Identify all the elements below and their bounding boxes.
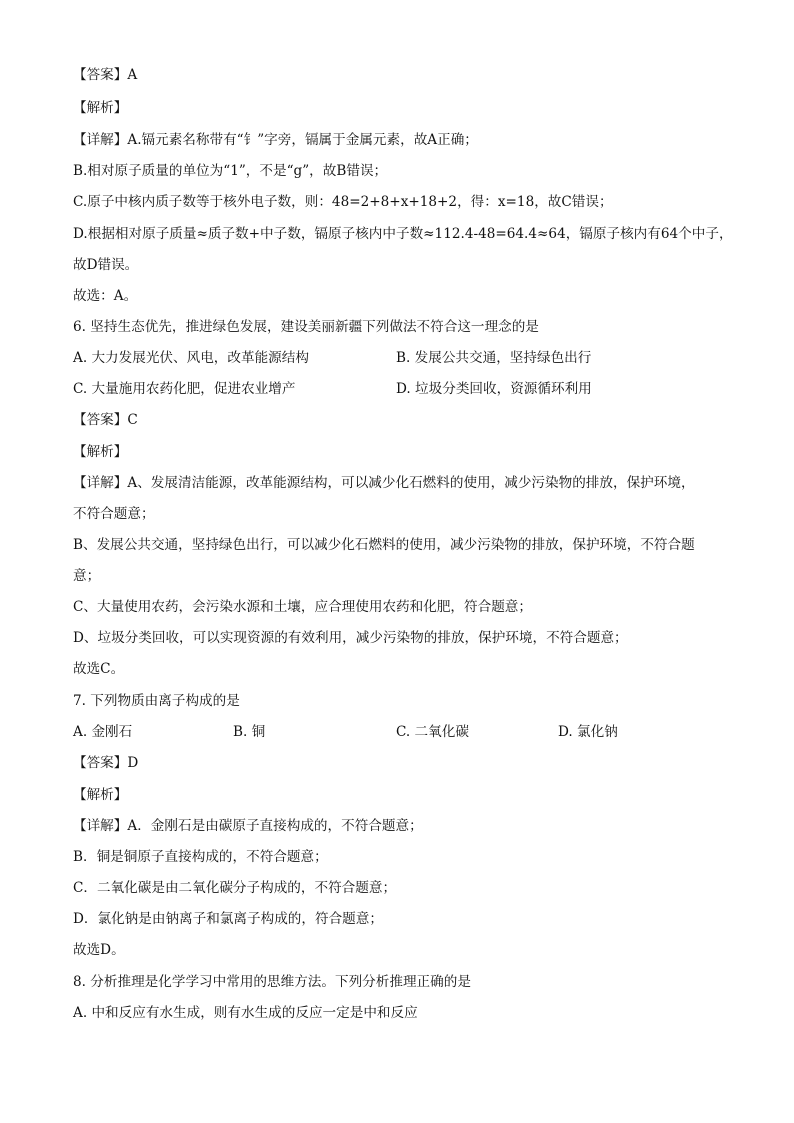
option-b: B. 发展公共交通，坚持绿色出行 bbox=[396, 350, 592, 366]
analysis-label: 【解析】 bbox=[73, 100, 128, 116]
question-6-stem: 6. 坚持生态优先，推进绿色发展，建设美丽新疆下列做法不符合这一理念的是 bbox=[73, 319, 539, 335]
explanation-line: 【详解】A、发展清洁能源，改革能源结构，可以减少化石燃料的使用，减少污染物的排放，保护环境， bbox=[73, 475, 695, 491]
explanation-line: B、发展公共交通，坚持绿色出行，可以减少化石燃料的使用，减少污染物的排放，保护环境，不符合题 bbox=[73, 537, 695, 553]
option-b: B. 铜 bbox=[233, 724, 266, 740]
option-c: C. 大量施用农药化肥，促进农业增产 bbox=[73, 381, 296, 397]
explanation-line: D．氯化钠是由钠离子和氯离子构成的，符合题意； bbox=[73, 911, 383, 927]
explanation-line: B．铜是铜原子直接构成的，不符合题意； bbox=[73, 849, 328, 865]
conclusion-line: 故选：A。 bbox=[73, 288, 138, 304]
explanation-line: 故D错误。 bbox=[73, 257, 139, 273]
explanation-line: C．二氧化碳是由二氧化碳分子构成的，不符合题意； bbox=[73, 880, 397, 896]
explanation-line: 不符合题意； bbox=[73, 506, 155, 522]
option-c: C. 二氧化碳 bbox=[396, 724, 469, 740]
option-d: D. 氯化钠 bbox=[558, 724, 618, 740]
question-7-stem: 7. 下列物质由离子构成的是 bbox=[73, 693, 240, 709]
explanation-line: 【详解】A.镉元素名称带有“钅”字旁，镉属于金属元素，故A正确； bbox=[73, 132, 478, 148]
explanation-line: 意； bbox=[73, 568, 101, 584]
explanation-line: D.根据相对原子质量≈质子数+中子数，镉原子核内中子数≈112.4-48=64.4≈64，镉原子核内有64个中子， bbox=[73, 226, 733, 242]
conclusion-line: 故选D。 bbox=[73, 942, 125, 958]
question-8-stem: 8. 分析推理是化学学习中常用的思维方法。下列分析推理正确的是 bbox=[73, 974, 471, 990]
answer-label: 【答案】D bbox=[73, 755, 139, 771]
answer-label: 【答案】C bbox=[73, 412, 138, 428]
analysis-label: 【解析】 bbox=[73, 444, 128, 460]
option-a: A. 金刚石 bbox=[73, 724, 133, 740]
explanation-line: C、大量使用农药，会污染水源和土壤，应合理使用农药和化肥，符合题意； bbox=[73, 599, 532, 615]
option-d: D. 垃圾分类回收，资源循环利用 bbox=[396, 381, 592, 397]
option-a: A. 中和反应有水生成，则有水生成的反应一定是中和反应 bbox=[73, 1005, 418, 1021]
answer-label: 【答案】A bbox=[73, 67, 138, 83]
option-a: A. 大力发展光伏、风电，改革能源结构 bbox=[73, 350, 309, 366]
explanation-line: C.原子中核内质子数等于核外电子数，则：48=2+8+x+18+2，得：x=18，故C错误； bbox=[73, 194, 613, 210]
explanation-line: B.相对原子质量的单位为“1”，不是“g”，故B错误； bbox=[73, 163, 388, 179]
analysis-label: 【解析】 bbox=[73, 787, 128, 803]
conclusion-line: 故选C。 bbox=[73, 661, 125, 677]
explanation-line: 【详解】A．金刚石是由碳原子直接构成的，不符合题意； bbox=[73, 818, 423, 834]
explanation-line: D、垃圾分类回收，可以实现资源的有效利用，减少污染物的排放，保护环境，不符合题意； bbox=[73, 630, 628, 646]
